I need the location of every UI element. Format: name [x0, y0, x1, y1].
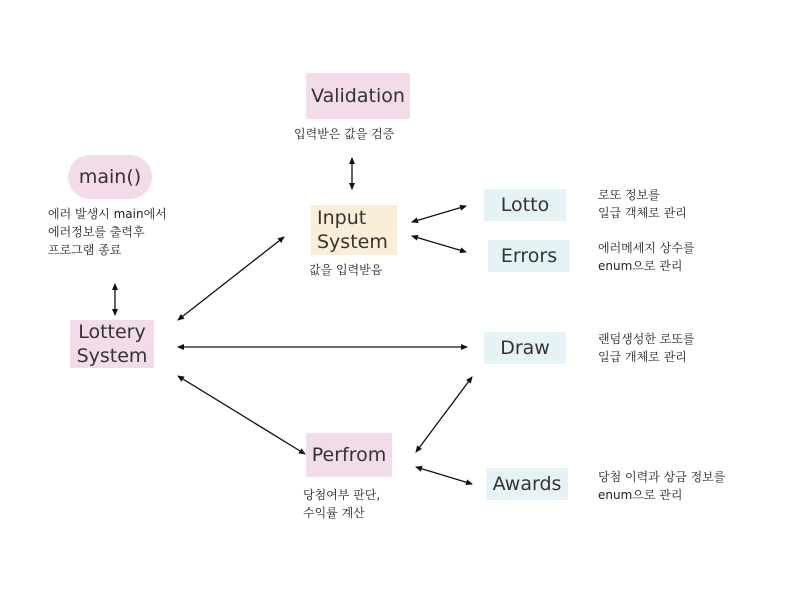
input-system-node: Input System	[311, 205, 397, 255]
validation-note: 입력받은 값을 검증	[294, 127, 395, 141]
arrow-perfrom-draw	[416, 377, 472, 452]
awards-node: Awards	[486, 468, 568, 500]
errors-node: Errors	[488, 240, 570, 272]
arrow-input-errors	[412, 236, 466, 252]
perfrom-note: 당첨여부 판단, 수익률 계산	[303, 488, 381, 520]
draw-note: 랜덤생성한 로또를 일급 개체로 관리	[598, 332, 695, 364]
draw-node: Draw	[484, 332, 566, 364]
awards-note: 당첨 이력과 상금 정보를 enum으로 관리	[598, 470, 726, 502]
lottery-system-node: Lottery System	[70, 320, 154, 368]
errors-note: 에러메세지 상수를 enum으로 관리	[598, 241, 695, 273]
main-node: main()	[68, 155, 152, 199]
lotto-note: 로또 정보를 일급 객체로 관리	[598, 188, 687, 220]
arrow-lottery-perfrom	[178, 376, 305, 454]
arrow-input-lotto	[412, 206, 466, 222]
lotto-node: Lotto	[484, 189, 566, 221]
perfrom-node: Perfrom	[306, 433, 392, 477]
arrow-lottery-input	[178, 237, 284, 320]
input-system-note: 값을 입력받음	[309, 263, 383, 277]
validation-node: Validation	[306, 73, 410, 119]
arrow-perfrom-awards	[416, 467, 472, 484]
main-note: 에러 발생시 main에서 에러정보를 출력후 프로그램 종료	[48, 207, 167, 257]
